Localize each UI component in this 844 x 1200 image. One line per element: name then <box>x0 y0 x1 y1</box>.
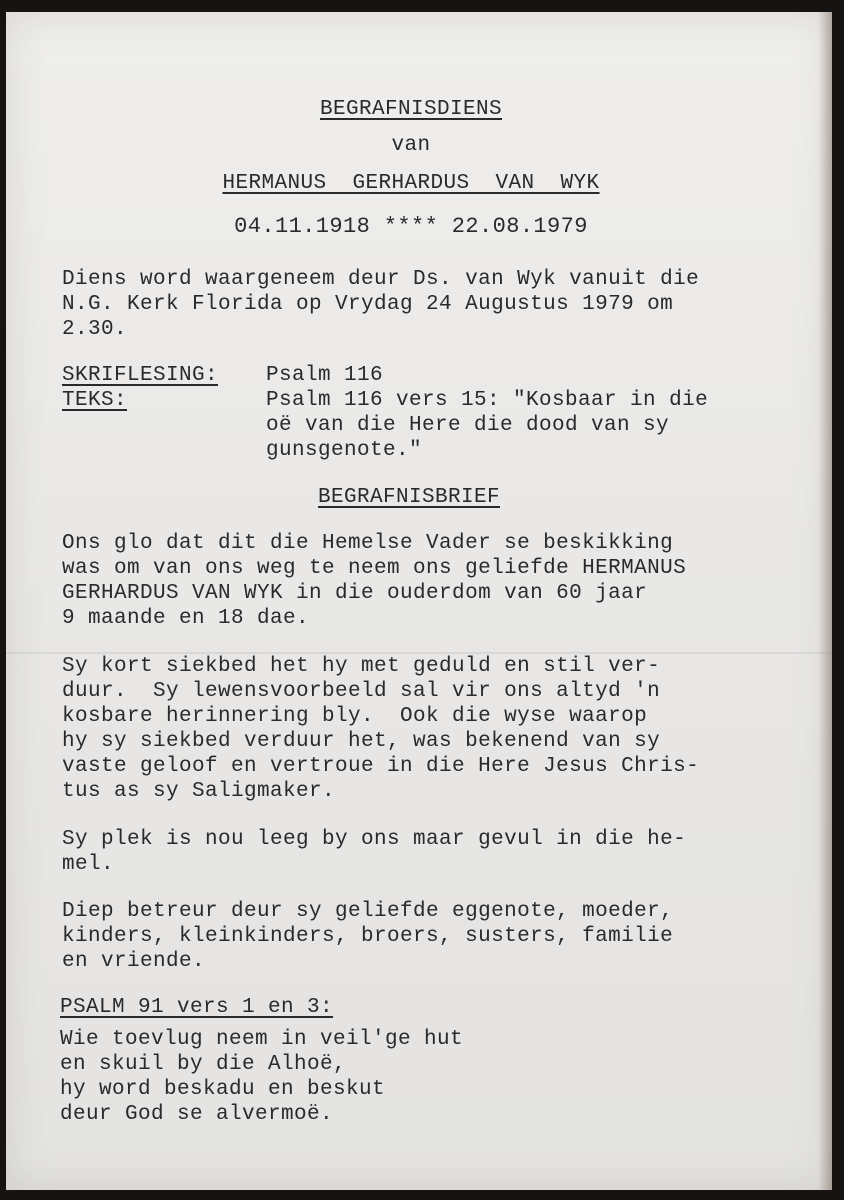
letter-heading: BEGRAFNISBRIEF <box>317 486 501 509</box>
letter-p3-line-1: Sy plek is nou leeg by ons maar gevul in die he- <box>62 828 687 851</box>
memorial-page <box>6 12 832 1190</box>
letter-p4-line-1: Diep betreur deur sy geliefde eggenote, moeder, <box>62 900 674 923</box>
psalm-line-4: deur God se alvermoë. <box>60 1103 334 1126</box>
letter-p1-line-1: Ons glo dat dit die Hemelse Vader se beskikking <box>62 532 674 555</box>
life-dates: 04.11.1918 **** 22.08.1979 <box>234 214 588 239</box>
letter-p1-line-2: was om van ons weg te neem ons geliefde HERMANUS <box>62 557 687 580</box>
psalm-line-1: Wie toevlug neem in veil'ge hut <box>60 1028 464 1051</box>
teks-line-3: gunsgenote." <box>266 439 423 462</box>
teks-label: TEKS: <box>62 389 128 412</box>
skriflesing-label: SKRIFLESING: <box>62 364 219 387</box>
psalm-line-2: en skuil by die Alhoë, <box>60 1053 347 1076</box>
psalm-line-3: hy word beskadu en beskut <box>60 1078 386 1101</box>
letter-p1-line-3: GERHARDUS VAN WYK in die ouderdom van 60 jaar <box>62 582 648 605</box>
page-title: BEGRAFNISDIENS <box>319 98 503 121</box>
deceased-name: HERMANUS GERHARDUS VAN WYK <box>222 172 600 195</box>
letter-p2-line-2: duur. Sy lewensvoorbeeld sal vir ons altyd 'n <box>62 680 661 703</box>
letter-p4-line-2: kinders, kleinkinders, broers, susters, familie <box>62 925 674 948</box>
teks-line-1: Psalm 116 vers 15: "Kosbaar in die <box>266 389 709 412</box>
psalm-heading: PSALM 91 vers 1 en 3: <box>60 996 334 1019</box>
service-line-3: 2.30. <box>62 318 128 341</box>
service-line-2: N.G. Kerk Florida op Vrydag 24 Augustus 1979 om <box>62 293 674 316</box>
van-text: van <box>391 134 431 157</box>
letter-p2-line-6: tus as sy Saligmaker. <box>62 780 336 803</box>
letter-p1-line-4: 9 maande en 18 dae. <box>62 607 310 630</box>
paper-fold <box>6 652 832 654</box>
letter-p2-line-1: Sy kort siekbed het hy met geduld en stil ver- <box>62 655 661 678</box>
service-line-1: Diens word waargeneem deur Ds. van Wyk vanuit die <box>62 268 700 291</box>
letter-p2-line-3: kosbare herinnering bly. Ook die wyse waarop <box>62 705 648 728</box>
skriflesing-value: Psalm 116 <box>266 364 384 387</box>
teks-line-2: oë van die Here die dood van sy <box>266 414 670 437</box>
letter-p2-line-4: hy sy siekbed verduur het, was bekenend van sy <box>62 730 661 753</box>
letter-p3-line-2: mel. <box>62 853 115 876</box>
letter-p2-line-5: vaste geloof en vertroue in die Here Jesus Chris- <box>62 755 700 778</box>
letter-p4-line-3: en vriende. <box>62 950 206 973</box>
